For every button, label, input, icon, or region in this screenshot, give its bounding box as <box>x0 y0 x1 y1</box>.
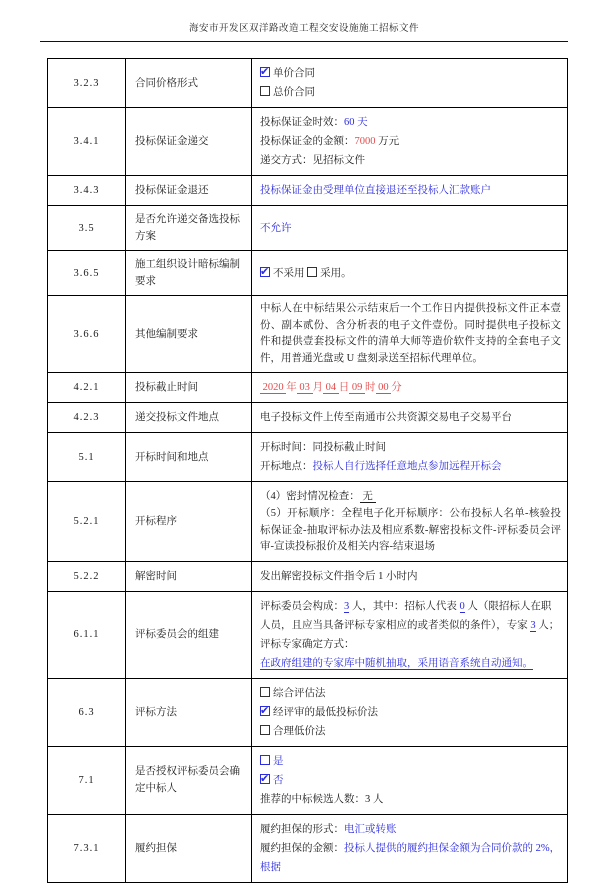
content-line <box>260 457 561 476</box>
text-segment: 月 <box>312 382 323 393</box>
row-content <box>252 403 568 433</box>
row-content <box>252 176 568 206</box>
row-id: 3.5 <box>48 206 126 251</box>
content-line <box>260 790 561 809</box>
row-name: 其他编制要求 <box>126 296 252 373</box>
text-segment: （4）密封情况检查： <box>260 491 360 502</box>
content-line <box>260 820 561 839</box>
row-content <box>252 206 568 251</box>
text-segment: 评标专家确定方式： <box>260 638 355 650</box>
checkbox-unchecked-icon <box>260 755 270 765</box>
text-segment: 评标委员会构成： <box>260 600 344 612</box>
checkbox-unchecked-icon <box>260 725 270 735</box>
content-line <box>260 506 561 556</box>
content-line <box>260 151 561 170</box>
content-line <box>260 301 561 367</box>
content-line <box>260 113 561 132</box>
row-id: 3.6.5 <box>48 251 126 296</box>
row-id: 5.1 <box>48 433 126 482</box>
table-row <box>48 678 568 746</box>
text-segment: 3 <box>344 600 350 612</box>
row-content <box>252 746 568 814</box>
table-row <box>48 561 568 591</box>
text-segment: 不采用 <box>273 267 308 279</box>
text-segment: 综合评估法 <box>273 687 326 699</box>
content-line <box>260 264 561 283</box>
content-line <box>260 219 561 238</box>
text-segment: 人，其中：招标人代表 <box>349 600 460 612</box>
content-line <box>260 132 561 151</box>
text-segment: 09 <box>349 382 365 393</box>
table-row <box>48 403 568 433</box>
row-id: 6.3 <box>48 678 126 746</box>
text-segment: 履约担保的形式： <box>260 823 344 835</box>
row-id: 5.2.1 <box>48 482 126 562</box>
text-segment: 开标地点： <box>260 461 313 472</box>
content-line <box>260 597 561 635</box>
table-row <box>48 108 568 176</box>
checkbox-unchecked-icon <box>307 267 317 277</box>
text-segment: 0 <box>459 600 465 612</box>
text-segment: 万元 <box>375 136 400 147</box>
content-line <box>260 752 561 771</box>
row-id: 3.2.3 <box>48 59 126 108</box>
spec-table-body <box>48 59 568 883</box>
row-name: 解密时间 <box>126 561 252 591</box>
text-segment: 在政府组建的专家库中随机抽取，采用语音系统自动通知。 <box>260 657 533 669</box>
table-row <box>48 251 568 296</box>
text-segment: 无 <box>359 491 376 502</box>
checkbox-checked-icon <box>260 67 270 77</box>
content-line <box>260 487 561 506</box>
row-content <box>252 591 568 678</box>
row-name: 开标时间和地点 <box>126 433 252 482</box>
text-segment: 履约担保的金额： <box>260 842 344 854</box>
text-segment: 总价合同 <box>273 87 315 98</box>
checkbox-unchecked-icon <box>260 86 270 96</box>
text-segment: 推荐的中标候选人数：3 人 <box>260 793 384 805</box>
table-row <box>48 296 568 373</box>
page-header <box>40 20 568 42</box>
text-segment: 开标时间：同投标截止时间 <box>260 442 386 453</box>
row-name: 投标截止时间 <box>126 373 252 403</box>
text-segment: 2020 <box>260 382 287 393</box>
row-id: 3.4.1 <box>48 108 126 176</box>
text-segment: （5）开标顺序：全程电子化开标顺序：公布投标人名单-核验投标保证金-抽取评标办法及相应系数-解密投标文件-评标委员会评审-宣读投标报价及相关内容-结束退场 <box>260 508 561 552</box>
text-segment: 合理低价法 <box>273 725 326 737</box>
row-name: 评标方法 <box>126 678 252 746</box>
table-row <box>48 814 568 882</box>
text-segment: 时 <box>365 382 376 393</box>
table-row <box>48 591 568 678</box>
content-line <box>260 567 561 586</box>
row-id: 6.1.1 <box>48 591 126 678</box>
row-content <box>252 296 568 373</box>
row-id: 4.2.3 <box>48 403 126 433</box>
text-segment: 年 <box>286 382 297 393</box>
checkbox-unchecked-icon <box>260 687 270 697</box>
text-segment: 03 <box>296 382 313 393</box>
text-segment: 中标人在中标结果公示结束后一个工作日内提供投标文件正本壹份、副本贰份、含分析表的电子文件壹份。同时提供电子投标文件和提供壹套投标文件的清单大师等造价软件支持的全套电子文件，用普通光盘或 U 盘刻录送至招标代理单位。 <box>260 303 561 364</box>
content-line <box>260 408 561 427</box>
content-line <box>260 181 561 200</box>
row-name: 投标保证金递交 <box>126 108 252 176</box>
row-content <box>252 108 568 176</box>
text-segment: 3 <box>530 619 536 631</box>
row-id: 4.2.1 <box>48 373 126 403</box>
row-content <box>252 59 568 108</box>
content-line <box>260 83 561 102</box>
table-row <box>48 373 568 403</box>
text-segment: 发出解密投标文件指令后 1 小时内 <box>260 570 418 582</box>
text-segment: 04 <box>323 382 339 393</box>
checkbox-checked-icon <box>260 267 270 277</box>
text-segment: 投标保证金由受理单位直接退还至投标人汇款账户 <box>260 185 491 196</box>
row-id: 3.6.6 <box>48 296 126 373</box>
checkbox-checked-icon <box>260 774 270 784</box>
document-title: 海安市开发区双洋路改造工程交安设施施工招标文件 <box>188 24 419 34</box>
row-name: 开标程序 <box>126 482 252 562</box>
text-segment: 单价合同 <box>273 68 315 79</box>
row-name: 投标保证金退还 <box>126 176 252 206</box>
table-row <box>48 433 568 482</box>
text-segment: 否 <box>273 774 284 786</box>
content-line <box>260 64 561 83</box>
content-line <box>260 771 561 790</box>
row-content <box>252 814 568 882</box>
text-segment: 日 <box>338 382 350 393</box>
row-content <box>252 433 568 482</box>
table-row <box>48 206 568 251</box>
text-segment: 00 <box>375 382 392 393</box>
text-segment: 分 <box>391 382 402 393</box>
row-id: 7.3.1 <box>48 814 126 882</box>
text-segment: 电汇或转账 <box>344 823 397 835</box>
row-content <box>252 373 568 403</box>
text-segment: 是 <box>273 755 284 767</box>
content-line <box>260 635 561 673</box>
bid-spec-table <box>47 58 568 883</box>
text-segment: 采用。 <box>320 267 352 279</box>
row-content <box>252 482 568 562</box>
text-segment: 人； <box>535 619 560 631</box>
table-row <box>48 482 568 562</box>
content-line <box>260 839 561 877</box>
text-segment: 7000 <box>354 136 376 147</box>
table-row <box>48 176 568 206</box>
row-content <box>252 678 568 746</box>
content-line <box>260 722 561 741</box>
text-segment: 经评审的最低投标价法 <box>273 706 378 718</box>
content-line <box>260 378 561 397</box>
row-name: 是否允许递交备选投标方案 <box>126 206 252 251</box>
table-row <box>48 59 568 108</box>
text-segment: 电子投标文件上传至南通市公共资源交易电子交易平台 <box>260 412 512 423</box>
text-segment: 投标保证金的金额： <box>260 136 355 147</box>
text-segment: 递交方式：见招标文件 <box>260 155 365 166</box>
text-segment: 不允许 <box>260 222 292 234</box>
content-line <box>260 684 561 703</box>
row-id: 3.4.3 <box>48 176 126 206</box>
row-content <box>252 561 568 591</box>
checkbox-checked-icon <box>260 706 270 716</box>
row-content <box>252 251 568 296</box>
content-line <box>260 703 561 722</box>
row-name: 递交投标文件地点 <box>126 403 252 433</box>
row-name: 是否授权评标委员会确定中标人 <box>126 746 252 814</box>
text-segment: 人（限招标人在职人员，且应当具备评标专家相应的或者类似的条件），专家 <box>260 600 552 631</box>
text-segment: 60 天 <box>344 117 368 128</box>
row-name: 评标委员会的组建 <box>126 591 252 678</box>
row-id: 7.1 <box>48 746 126 814</box>
row-id: 5.2.2 <box>48 561 126 591</box>
table-row <box>48 746 568 814</box>
text-segment: 投标人提供的履约担保金额为合同价款的 2%，根据 <box>260 842 561 873</box>
row-name: 履约担保 <box>126 814 252 882</box>
text-segment: 投标保证金时效： <box>260 117 344 128</box>
text-segment: 投标人自行选择任意地点参加远程开标会 <box>312 461 502 472</box>
row-name: 合同价格形式 <box>126 59 252 108</box>
row-name: 施工组织设计暗标编制要求 <box>126 251 252 296</box>
content-line <box>260 438 561 457</box>
